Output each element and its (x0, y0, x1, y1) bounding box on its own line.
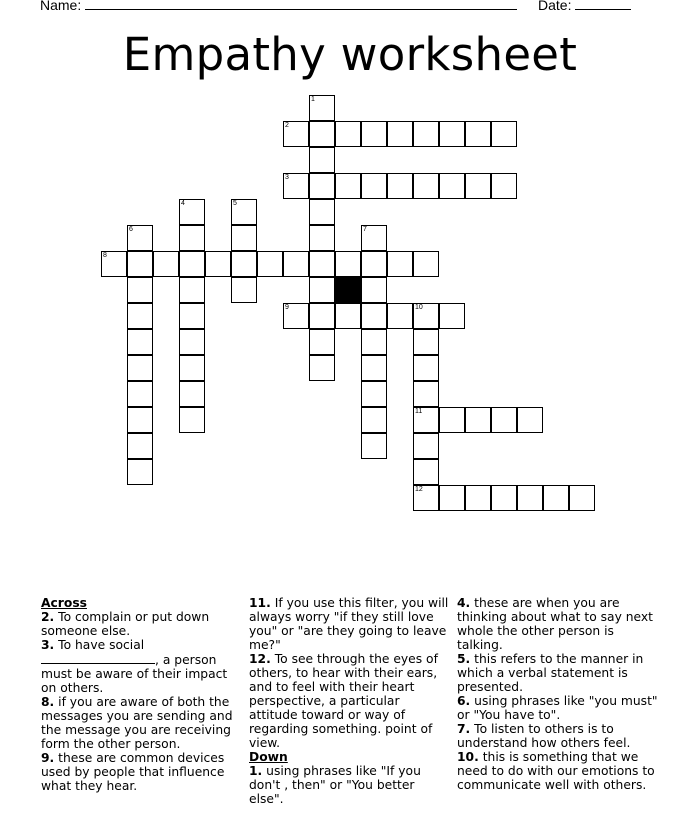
clue-number-label: 12 (415, 486, 423, 493)
clue-down-1: 1. using phrases like "If you don't , then" or "You better else". (249, 764, 421, 806)
clue-number-label: 1 (311, 96, 315, 103)
crossword-cell[interactable] (413, 121, 439, 147)
crossword-cell[interactable] (127, 329, 153, 355)
crossword-cell[interactable] (179, 407, 205, 433)
crossword-cell[interactable] (361, 407, 387, 433)
clue-number-label: 8 (103, 252, 107, 259)
down-heading: Down (249, 750, 288, 764)
crossword-cell[interactable] (309, 251, 335, 277)
crossword-cell[interactable] (465, 485, 491, 511)
crossword-cell[interactable] (335, 173, 361, 199)
crossword-black-cell (335, 277, 361, 303)
name-label: Name: (40, 0, 82, 13)
crossword-cell[interactable] (127, 381, 153, 407)
crossword-cell[interactable] (179, 225, 205, 251)
clue-column-1 (41, 596, 241, 793)
crossword-cell[interactable] (231, 251, 257, 277)
crossword-cell[interactable] (309, 277, 335, 303)
clue-down-5: 5. this refers to the manner in which a verbal statement is presented. (457, 652, 644, 694)
crossword-cell[interactable] (205, 251, 231, 277)
crossword-cell[interactable] (153, 251, 179, 277)
crossword-cell[interactable] (491, 121, 517, 147)
clue-across-3: 3. To have social , a person must be aware of their impact on others. (41, 638, 228, 695)
clue-number-label: 9 (285, 304, 289, 311)
crossword-cell[interactable] (387, 303, 413, 329)
crossword-cell[interactable] (361, 251, 387, 277)
clue-down-7: 7. To listen to others is to understand how others feel. (457, 722, 631, 750)
crossword-cell[interactable] (361, 303, 387, 329)
clue-number-label: 5 (233, 200, 237, 207)
crossword-cell[interactable] (127, 251, 153, 277)
crossword-cell[interactable] (309, 173, 335, 199)
crossword-cell[interactable] (413, 329, 439, 355)
crossword-cell[interactable] (231, 225, 257, 251)
crossword-cell[interactable] (517, 485, 543, 511)
crossword-cell[interactable] (465, 173, 491, 199)
crossword-cell[interactable] (465, 121, 491, 147)
crossword-cell[interactable] (179, 251, 205, 277)
crossword-cell[interactable] (465, 407, 491, 433)
crossword-cell[interactable] (309, 147, 335, 173)
crossword-cell[interactable] (439, 407, 465, 433)
clue-down-10: 10. this is something that we need to do with our emotions to communicate well with others. (457, 750, 655, 792)
crossword-cell[interactable] (335, 121, 361, 147)
crossword-cell[interactable] (361, 355, 387, 381)
crossword-cell[interactable] (361, 329, 387, 355)
clue-across-9: 9. these are common devices used by people that influence what they hear. (41, 751, 225, 793)
crossword-cell[interactable] (127, 407, 153, 433)
clue-across-11: 11. If you use this filter, you will always worry "if they still love you" or "are they going to leave me?" (249, 596, 449, 652)
crossword-cell[interactable] (127, 277, 153, 303)
crossword-cell[interactable] (413, 173, 439, 199)
crossword-cell[interactable] (309, 199, 335, 225)
crossword-cell[interactable] (413, 459, 439, 485)
crossword-cell[interactable] (179, 277, 205, 303)
crossword-cell[interactable] (335, 303, 361, 329)
crossword-cell[interactable] (517, 407, 543, 433)
crossword-cell[interactable] (179, 355, 205, 381)
clue-number-label: 3 (285, 174, 289, 181)
clue-down-4: 4. these are when you are thinking about what to say next whole the other person is talking. (457, 596, 653, 652)
crossword-cell[interactable] (231, 277, 257, 303)
crossword-cell[interactable] (491, 407, 517, 433)
crossword-cell[interactable] (179, 303, 205, 329)
crossword-cell[interactable] (179, 329, 205, 355)
crossword-cell[interactable] (439, 173, 465, 199)
clue-number-label: 2 (285, 122, 289, 129)
date-label: Date: (538, 0, 572, 13)
clue-across-8: 8. if you are aware of both the messages you are sending and the message you are receiving form the other person. (41, 695, 233, 751)
crossword-cell[interactable] (361, 381, 387, 407)
crossword-cell[interactable] (491, 485, 517, 511)
page-title: Empathy worksheet (122, 28, 578, 81)
clue-across-12: 12. To see through the eyes of others, to hear with their ears, and to feel with their heart perspective, a particular attitude toward or way of regarding something. point of view. (249, 652, 438, 750)
crossword-cell[interactable] (569, 485, 595, 511)
crossword-cell[interactable] (309, 329, 335, 355)
crossword-cell[interactable] (387, 173, 413, 199)
crossword-cell[interactable] (127, 355, 153, 381)
across-heading: Across (41, 596, 87, 610)
crossword-cell[interactable] (361, 173, 387, 199)
crossword-cell[interactable] (361, 277, 387, 303)
clue-number-label: 4 (181, 200, 185, 207)
clue-column-3 (457, 596, 662, 792)
crossword-cell[interactable] (335, 251, 361, 277)
crossword-cell[interactable] (179, 381, 205, 407)
crossword-cell[interactable] (413, 433, 439, 459)
crossword-cell[interactable] (361, 121, 387, 147)
crossword-cell[interactable] (361, 433, 387, 459)
crossword-cell[interactable] (439, 121, 465, 147)
clue-number-label: 7 (363, 226, 367, 233)
clue-number-label: 6 (129, 226, 133, 233)
crossword-cell[interactable] (309, 355, 335, 381)
crossword-cell[interactable] (413, 251, 439, 277)
crossword-cell[interactable] (127, 303, 153, 329)
answer-blank (41, 652, 155, 664)
clue-number-label: 10 (415, 304, 423, 311)
crossword-cell[interactable] (439, 485, 465, 511)
crossword-cell[interactable] (387, 251, 413, 277)
crossword-cell[interactable] (387, 121, 413, 147)
clue-column-2 (249, 596, 449, 806)
crossword-cell[interactable] (309, 303, 335, 329)
crossword-cell[interactable] (413, 381, 439, 407)
clue-number-label: 11 (415, 408, 423, 415)
crossword-cell[interactable] (543, 485, 569, 511)
crossword-cell[interactable] (491, 173, 517, 199)
crossword-cell[interactable] (283, 251, 309, 277)
crossword-cell[interactable] (127, 459, 153, 485)
crossword-cell[interactable] (309, 121, 335, 147)
crossword-cell[interactable] (413, 355, 439, 381)
crossword-cell[interactable] (439, 303, 465, 329)
crossword-cell[interactable] (309, 225, 335, 251)
clue-across-2: 2. To complain or put down someone else. (41, 610, 210, 638)
clue-down-6: 6. using phrases like "you must" or "You have to". (457, 694, 658, 722)
crossword-cell[interactable] (127, 433, 153, 459)
crossword-cell[interactable] (257, 251, 283, 277)
